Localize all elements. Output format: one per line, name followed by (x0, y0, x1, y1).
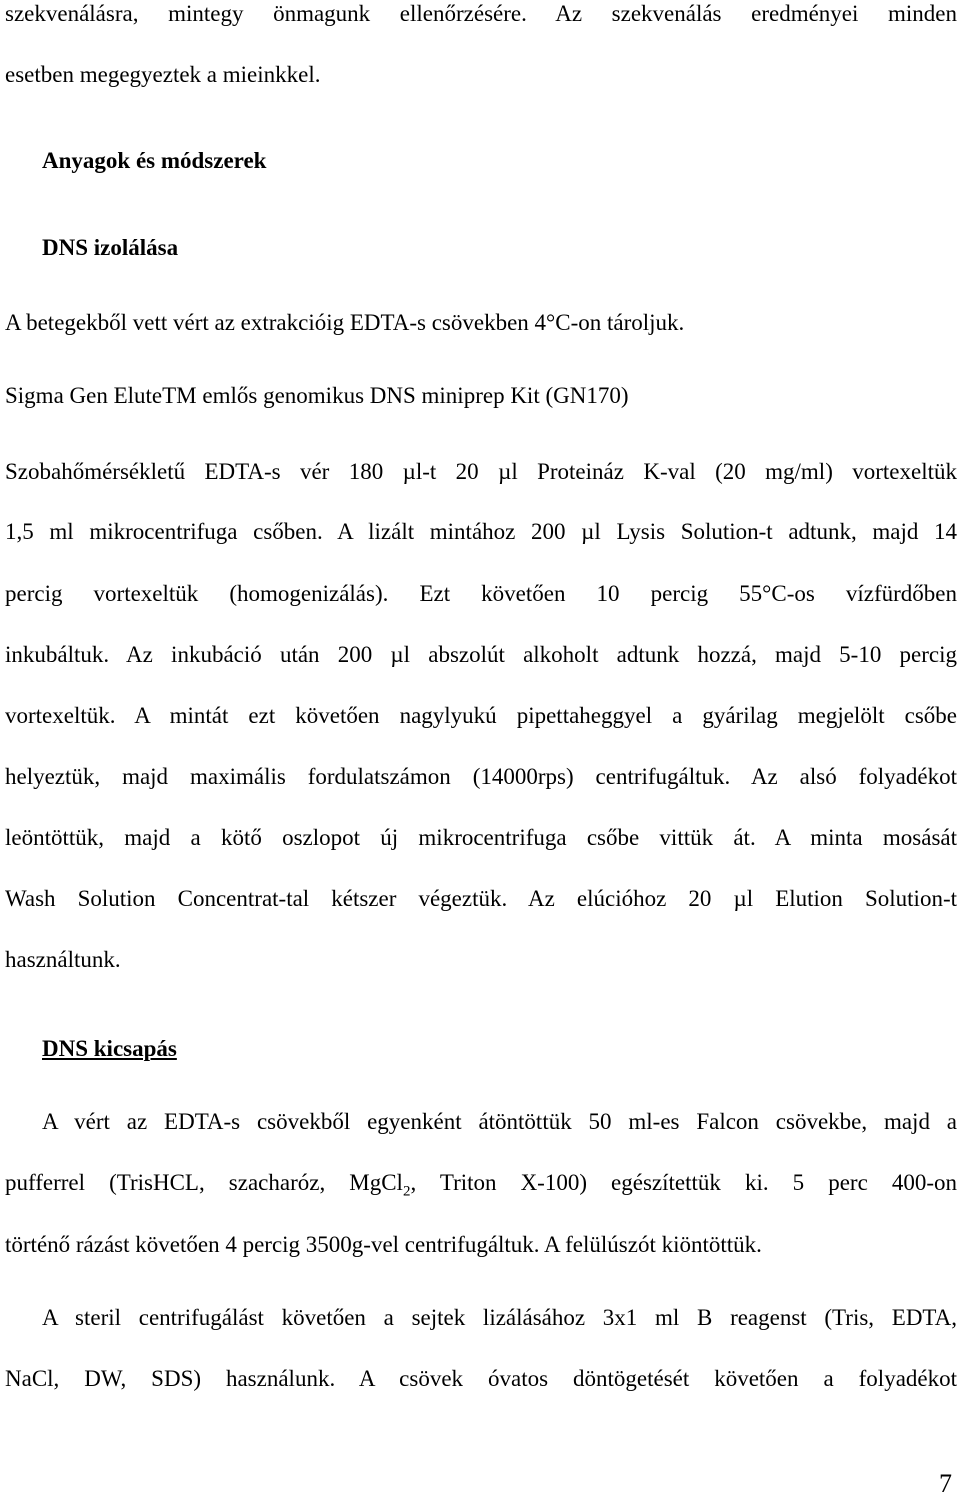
text-segment: pufferrel (TrisHCL, szacharóz, MgCl (5, 1170, 403, 1195)
text-line: 1,5 ml mikrocentrifuga csőben. A lizált mintához 200 µl Lysis Solution-t adtunk, majd 14 (5, 519, 957, 544)
text-line: A vért az EDTA-s csövekből egyenként átöntöttük 50 ml-es Falcon csövekbe, majd a (42, 1109, 957, 1134)
text-line: helyeztük, majd maximális fordulatszámon (14000rps) centrifugáltuk. Az alsó folyadékot (5, 764, 957, 789)
text-line (5, 1169, 957, 1206)
text-line: esetben megegyeztek a mieinkkel. (5, 62, 321, 87)
subsection-heading: DNS izolálása (42, 235, 179, 260)
text-line: inkubáltuk. Az inkubáció után 200 µl abszolút alkoholt adtunk hozzá, majd 5-10 percig (5, 642, 957, 667)
text-line: vortexeltük. A mintát ezt követően nagylyukú pipettaheggyel a gyárilag megjelölt csőbe (5, 703, 957, 728)
text-line: percig vortexeltük (homogenizálás). Ezt követően 10 percig 55°C-os vízfürdőben (5, 581, 957, 606)
subsection-heading: DNS kicsapás (42, 1036, 177, 1061)
text-line: használtunk. (5, 947, 121, 972)
text-line: szekvenálásra, mintegy önmagunk ellenőrzésére. Az szekvenálás eredményei minden (5, 1, 957, 26)
text-line: A betegekből vett vért az extrakcióig EDTA-s csövekben 4°C-on tároljuk. (5, 310, 685, 335)
subscript: 2 (402, 1183, 411, 1200)
text-line: Sigma Gen EluteTM emlős genomikus DNS miniprep Kit (GN170) (5, 383, 629, 408)
text-line: Szobahőmérsékletű EDTA-s vér 180 µl-t 20 µl Proteináz K-val (20 mg/ml) vortexeltük (5, 459, 957, 484)
section-heading: Anyagok és módszerek (42, 148, 267, 173)
text-segment: , Triton X-100) egészítettük ki. 5 perc 400-on (410, 1170, 957, 1195)
page-number: 7 (939, 1469, 952, 1498)
text-line: Wash Solution Concentrat-tal kétszer végeztük. Az elúcióhoz 20 µl Elution Solution-t (5, 886, 957, 911)
text-line: történő rázást követően 4 percig 3500g-vel centrifugáltuk. A felülúszót kiöntöttük. (5, 1232, 762, 1257)
text-line: A steril centrifugálást követően a sejtek lizálásához 3x1 ml B reagenst (Tris, EDTA, (42, 1305, 957, 1330)
text-line: NaCl, DW, SDS) használunk. A csövek óvatos döntögetését követően a folyadékot (5, 1366, 957, 1391)
text-line: leöntöttük, majd a kötő oszlopot új mikrocentrifuga csőbe vittük át. A minta mosását (5, 825, 957, 850)
